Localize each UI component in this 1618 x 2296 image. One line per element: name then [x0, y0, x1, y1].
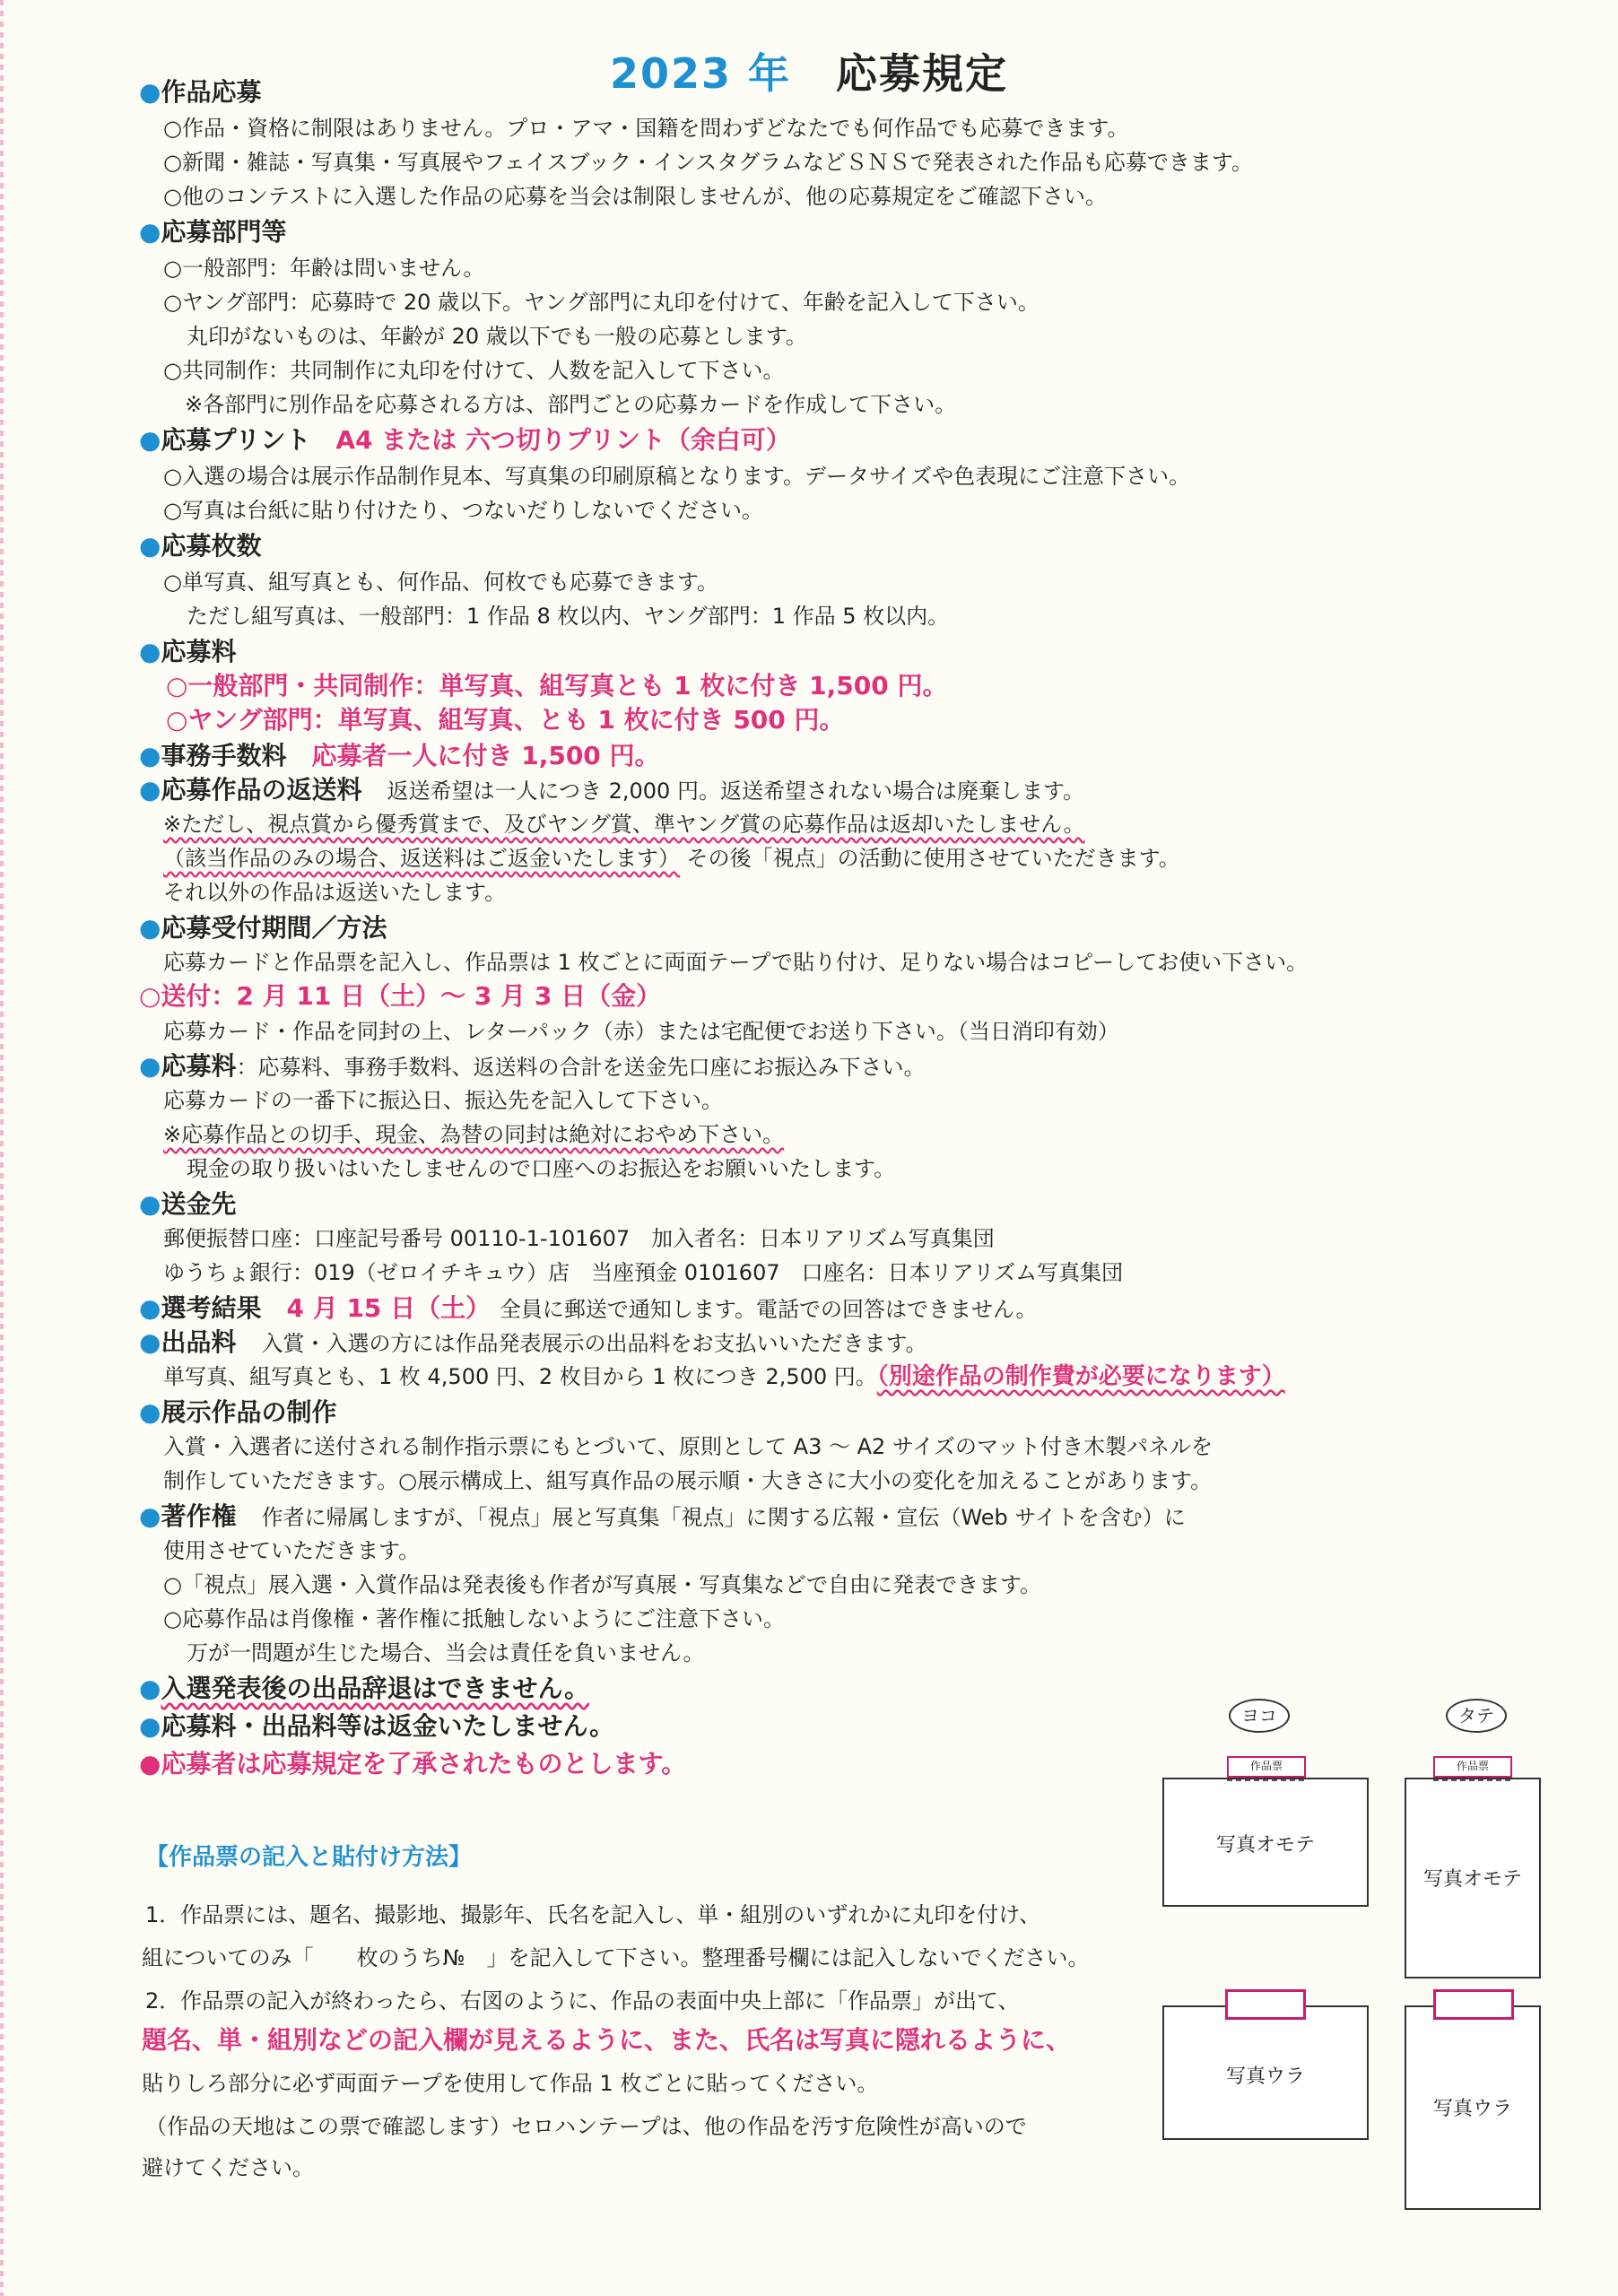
- section-heading-categories: ●応募部門等: [139, 217, 287, 247]
- ticket-instruction: （作品の天地はこの票で確認します）セロハンテープは、他の作品を汚す危険性が高いので: [145, 2114, 1027, 2139]
- text-line: ○一般部門：年齢は問いません。: [163, 256, 485, 281]
- text-line: ○ヤング部門：応募時で 20 歳以下。ヤング部門に丸印を付けて、年齢を記入して下さい。: [163, 290, 1040, 315]
- text-line: ○「視点」展入選・入賞作品は発表後も作者が写真展・写真集などで自由に発表できます。: [163, 1572, 1042, 1597]
- section-heading-return: ●応募作品の返送料 返送希望は一人につき 2,000 円。返送希望されない場合は廃棄します。: [139, 775, 1085, 804]
- note-no-refund: ●応募料・出品料等は返金いたしません。: [139, 1711, 615, 1741]
- note-acceptance: ●応募者は応募規定を了承されたものとします。: [139, 1749, 687, 1779]
- bullet-icon: ●: [139, 1293, 161, 1323]
- yoko-back-photo: [1162, 2005, 1369, 2140]
- text-line: ○共同制作：共同制作に丸印を付けて、人数を記入して下さい。: [163, 358, 785, 383]
- yoko-label: ヨコ: [1229, 1699, 1290, 1733]
- section-heading-production: ●展示作品の制作: [139, 1397, 337, 1427]
- bullet-icon: ●: [139, 1711, 161, 1741]
- text-line: 丸印がないものは、年齢が 20 歳以下でも一般の応募とします。: [187, 324, 807, 349]
- text-line: 万が一問題が生じた場合、当会は責任を負いません。: [187, 1640, 705, 1665]
- text-line: 郵便振替口座：口座記号番号 00110-1-101607 加入者名：日本リアリズム写真集団: [163, 1226, 995, 1251]
- back-label: 写真ウラ: [1432, 2098, 1512, 2120]
- section-heading-remit: ●送金先: [139, 1189, 237, 1219]
- title-year: 2023 年: [609, 49, 792, 98]
- text-line: ※各部門に別作品を応募される方は、部門ごとの応募カードを作成して下さい。: [185, 392, 957, 417]
- ticket-instruction-emphasis: 題名、単・組別などの記入欄が見えるように、また、氏名は写真に隠れるように、: [142, 2025, 1072, 2055]
- title-main: 応募規定: [836, 49, 1009, 98]
- bullet-icon: ●: [139, 1501, 161, 1531]
- back-label: 写真ウラ: [1225, 2066, 1305, 2088]
- section-heading-count: ●応募枚数: [139, 531, 262, 561]
- bullet-icon: ●: [139, 217, 161, 247]
- tate-front-photo: [1405, 1778, 1541, 1979]
- bullet-icon: ●: [139, 1674, 161, 1703]
- ticket-instruction: 組についてのみ「 枚のうち№ 」を記入して下さい。整理番号欄には記入しないでください。: [142, 1945, 1090, 1970]
- yoko-ticket-tab: 作品票: [1227, 1756, 1306, 1778]
- ticket-instruction: 2．作品票の記入が終わったら、右図のように、作品の表面中央上部に「作品票」が出て、: [145, 1988, 1020, 2013]
- text-line: 単写真、組写真とも、1 枚 4,500 円、2 枚目から 1 枚につき 2,500 円。（別途作品の制作費が必要になります）: [163, 1363, 1285, 1390]
- text-line: 現金の取り扱いはいたしませんので口座へのお振込をお願いいたします。: [187, 1156, 896, 1181]
- text-line: 応募カード・作品を同封の上、レターパック（赤）または宅配便でお送り下さい。（当日消印有効）: [163, 1019, 1119, 1044]
- text-line: ○作品・資格に制限はありません。プロ・アマ・国籍を問わずどなたでも何作品でも応募できます。: [163, 116, 1129, 141]
- bullet-icon: ●: [139, 425, 161, 455]
- section-heading-handling: ●事務手数料 応募者一人に付き 1,500 円。: [139, 741, 660, 770]
- handling-fee-note: 応募者一人に付き 1,500 円。: [311, 741, 660, 770]
- tate-back-photo: [1405, 2005, 1541, 2210]
- return-fee-note: 返送希望は一人につき 2,000 円。返送希望されない場合は廃棄します。: [387, 778, 1085, 804]
- text-line: ※応募作品との切手、現金、為替の同封は絶対におやめ下さい。: [163, 1122, 785, 1147]
- yoko-front-photo: [1162, 1778, 1369, 1907]
- text-line: 応募カードと作品票を記入し、作品票は 1 枚ごとに両面テープで貼り付け、足りない場合はコピーしてお使い下さい。: [163, 950, 1309, 975]
- bullet-icon: ●: [139, 531, 161, 561]
- section-heading-copyright: ●著作権 作者に帰属しますが、「視点」展と写真集「視点」に関する広報・宣伝（Web サイトを含む）に: [139, 1501, 1186, 1531]
- section-heading-entry: ●作品応募: [139, 77, 262, 107]
- bullet-icon: ●: [139, 1327, 161, 1357]
- bullet-icon: ●: [139, 1749, 161, 1779]
- tate-ticket-fold: [1433, 1779, 1510, 1781]
- text-line: ○入選の場合は展示作品制作見本、写真集の印刷原稿となります。データサイズや色表現にご注意下さい。: [163, 464, 1191, 489]
- section-heading-period: ●応募受付期間／方法: [139, 913, 387, 943]
- bullet-icon: ●: [139, 741, 161, 770]
- text-line: 制作していただきます。○展示構成上、組写真作品の展示順・大きさに大小の変化を加えることがあります。: [163, 1468, 1213, 1493]
- section-heading-exhibit-fee: ●出品料 入賞・入選の方には作品発表展示の出品料をお支払いいただきます。: [139, 1327, 927, 1357]
- ticket-section-title: 【作品票の記入と貼付け方法】: [145, 1844, 473, 1871]
- text-line: 入賞・入選者に送付される制作指示票にもとづいて、原則として A3 ～ A2 サイズのマット付き木製パネルを: [163, 1434, 1214, 1459]
- front-label: 写真オモテ: [1422, 1868, 1522, 1891]
- bullet-icon: ●: [139, 913, 161, 943]
- yoko-ticket-fold: [1227, 1779, 1304, 1781]
- ticket-instruction: 貼りしろ部分に必ず両面テープを使用して作品 1 枚ごとに貼ってください。: [142, 2071, 879, 2096]
- text-line: 応募カードの一番下に振込日、振込先を記入して下さい。: [163, 1088, 723, 1113]
- section-heading-result: ●選考結果 4 月 15 日（土） 全員に郵送で通知します。電話での回答はできません。: [139, 1293, 1038, 1323]
- text-line: ゆうちょ銀行：019（ゼロイチキュウ）店 当座預金 0101607 口座名：日本リアリズム写真集団: [163, 1260, 1124, 1285]
- text-line: ※ただし、視点賞から優秀賞まで、及びヤング賞、準ヤング賞の応募作品は返却いたしません。: [163, 812, 1085, 837]
- bullet-icon: ●: [139, 637, 161, 666]
- text-line: ○写真は台紙に貼り付けたり、つないだりしないでください。: [163, 498, 763, 523]
- tate-ticket-tab: 作品票: [1433, 1756, 1512, 1778]
- bullet-icon: ●: [139, 775, 161, 804]
- text-line: ○応募作品は肖像権・著作権に抵触しないようにご注意下さい。: [163, 1606, 785, 1631]
- page-edge-decoration: [0, 0, 4, 2296]
- fee-general: ○一般部門・共同制作：単写真、組写真とも 1 枚に付き 1,500 円。: [166, 671, 948, 700]
- print-size-note: A4 または 六つ切りプリント（余白可）: [335, 425, 791, 455]
- ticket-instruction: 避けてください。: [142, 2155, 314, 2180]
- text-line: ○単写真、組写真とも、何作品、何枚でも応募できます。: [163, 570, 719, 595]
- result-date: 4 月 15 日（土）: [286, 1293, 491, 1323]
- section-heading-print: ●応募プリント A4 または 六つ切りプリント（余白可）: [139, 425, 791, 455]
- ticket-instruction: 1．作品票には、題名、撮影地、撮影年、氏名を記入し、単・組別のいずれかに丸印を付け、: [145, 1902, 1041, 1927]
- fee-payment-line: ●応募料：応募料、事務手数料、返送料の合計を送金先口座にお振込み下さい。: [139, 1051, 926, 1081]
- send-period: ○送付：2 月 11 日（土）～ 3 月 3 日（金）: [139, 981, 662, 1011]
- bullet-icon: ●: [139, 77, 161, 107]
- front-label: 写真オモテ: [1215, 1834, 1315, 1857]
- fee-young: ○ヤング部門：単写真、組写真、とも 1 枚に付き 500 円。: [166, 705, 845, 735]
- yoko-back-ticket: [1225, 1989, 1306, 2020]
- text-line: ○他のコンテストに入選した作品の応募を当会は制限しませんが、他の応募規定をご確認下さい。: [163, 184, 1107, 209]
- text-line: ただし組写真は、一般部門：1 作品 8 枚以内、ヤング部門：1 作品 5 枚以内。: [187, 604, 950, 629]
- tate-back-ticket: [1433, 1989, 1514, 2020]
- bullet-icon: ●: [139, 1189, 161, 1219]
- text-line: （該当作品のみの場合、返送料はご返金いたします） その後「視点」の活動に使用させていただきます。: [163, 846, 1180, 871]
- text-line: ○新聞・雑誌・写真集・写真展やフェイスブック・インスタグラムなどＳＮＳで発表された作品も応募できます。: [163, 150, 1253, 175]
- section-heading-fee: ●応募料: [139, 637, 237, 666]
- note-no-withdrawal: ●入選発表後の出品辞退はできません。: [139, 1674, 590, 1703]
- bullet-icon: ●: [139, 1397, 161, 1427]
- bullet-icon: ●: [139, 1051, 161, 1081]
- text-line: 使用させていただきます。: [163, 1538, 421, 1563]
- tate-label: タテ: [1446, 1699, 1507, 1733]
- text-line: それ以外の作品は返送いたします。: [163, 880, 507, 905]
